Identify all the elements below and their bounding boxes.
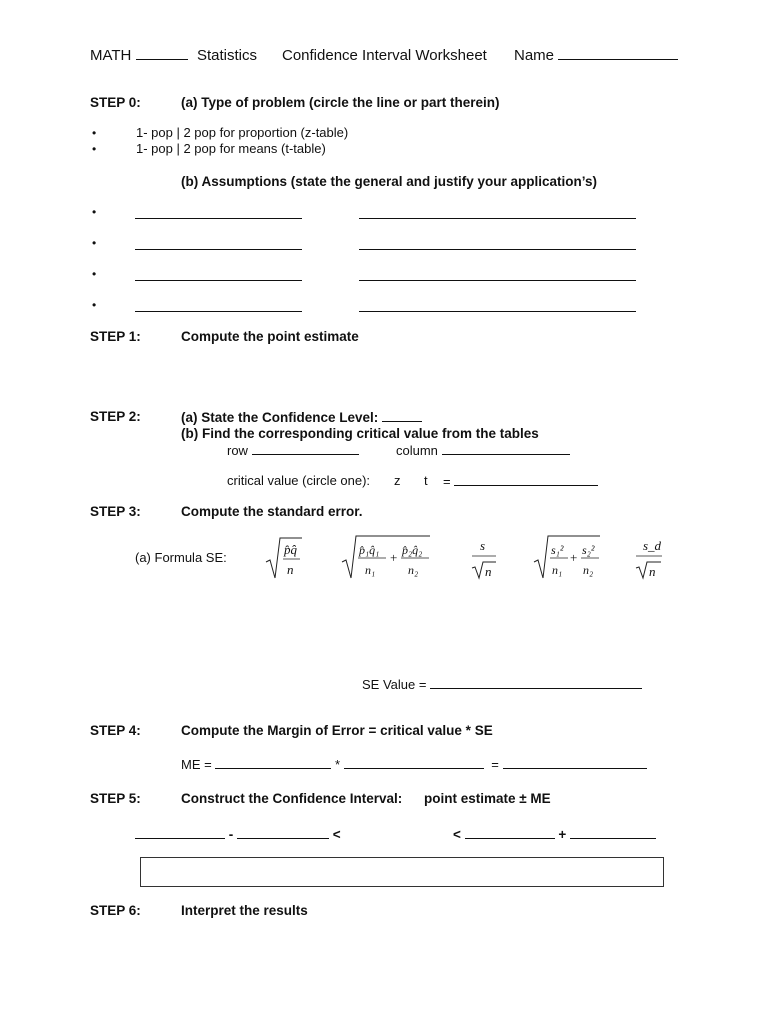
step4-label: STEP 4: <box>90 723 141 738</box>
step3-label: STEP 3: <box>90 504 141 519</box>
equals-sign: = <box>491 757 499 772</box>
critical-value-label: critical value (circle one): <box>227 473 371 488</box>
assumption-general-blank[interactable] <box>135 206 302 219</box>
formula-two-mean[interactable] <box>534 536 600 578</box>
confidence-level-blank[interactable] <box>382 409 422 422</box>
n2-denominator: n₂ <box>583 563 594 577</box>
n-radicand: n <box>649 564 656 579</box>
pq-numerator: p̂q̂ <box>284 542 297 557</box>
confidence-interval-answer-box[interactable] <box>140 857 664 887</box>
option-means[interactable]: 1- pop | 2 pop for means (t-table) <box>136 141 326 156</box>
step4-text: Compute the Margin of Error = critical value * SE <box>181 723 493 738</box>
n2-denominator: n₂ <box>408 563 419 577</box>
step5-label: STEP 5: <box>90 791 141 806</box>
t-option[interactable]: t <box>424 473 428 488</box>
name-label: Name <box>514 47 555 64</box>
subject-label: Statistics <box>197 47 258 64</box>
z-option[interactable]: z <box>394 473 401 488</box>
step6-text: Interpret the results <box>181 903 308 918</box>
less-than-sign: < <box>453 827 461 842</box>
bullet: • <box>92 298 97 312</box>
assumption-general-blank[interactable] <box>135 299 302 312</box>
step0-label: STEP 0: <box>90 95 141 110</box>
sd-numerator: s_d <box>643 538 662 553</box>
row-blank[interactable] <box>252 442 359 455</box>
plus-sign: + <box>390 550 398 565</box>
me-result-blank[interactable] <box>503 756 647 769</box>
step5-formula: point estimate ± ME <box>424 791 551 806</box>
step2-label: STEP 2: <box>90 409 141 424</box>
course-number-blank[interactable] <box>136 47 188 60</box>
times-sign: * <box>334 757 341 772</box>
n-radicand: n <box>485 564 492 579</box>
p2q2-numerator: p̂₂q̂₂ <box>402 543 423 557</box>
course-label: MATH <box>90 47 132 64</box>
me-label: ME = <box>181 757 212 772</box>
bullet: • <box>92 126 97 140</box>
formula-one-mean[interactable] <box>472 538 496 579</box>
formula-two-prop[interactable] <box>342 536 430 578</box>
n-denominator: n <box>287 562 294 577</box>
column-blank[interactable] <box>442 442 570 455</box>
upper-me-blank[interactable] <box>570 826 656 839</box>
formula-se-label: (a) Formula SE: <box>135 550 227 565</box>
plus-sign: + <box>570 550 578 565</box>
assumption-general-blank[interactable] <box>135 237 302 250</box>
formula-one-prop[interactable] <box>266 538 302 578</box>
interval-lower <box>135 826 341 842</box>
minus-sign: - <box>228 827 234 842</box>
me-critical-blank[interactable] <box>215 756 331 769</box>
bullet: • <box>92 267 97 281</box>
s1sq-numerator: s₁² <box>551 543 564 557</box>
formula-paired[interactable] <box>636 538 662 579</box>
column-field <box>396 442 570 458</box>
lower-estimate-blank[interactable] <box>135 826 225 839</box>
bullet: • <box>92 205 97 219</box>
step1-text: Compute the point estimate <box>181 329 359 344</box>
step2-part-a <box>181 409 422 425</box>
row-field <box>227 442 359 458</box>
me-equation <box>181 756 647 772</box>
step3-text: Compute the standard error. <box>181 504 363 519</box>
p1q1-numerator: p̂₁q̂₁ <box>359 543 380 557</box>
step0-part-a: (a) Type of problem (circle the line or part therein) <box>181 95 500 110</box>
step0-part-b: (b) Assumptions (state the general and justify your application’s) <box>181 174 598 189</box>
plus-sign: + <box>558 827 567 842</box>
lower-me-blank[interactable] <box>237 826 329 839</box>
equals-sign: = <box>443 474 451 489</box>
se-formulas <box>262 532 682 584</box>
upper-estimate-blank[interactable] <box>465 826 555 839</box>
assumption-justify-blank[interactable] <box>359 299 636 312</box>
less-than-sign: < <box>332 827 341 842</box>
assumption-general-blank[interactable] <box>135 268 302 281</box>
name-field <box>514 47 678 64</box>
critical-value-field <box>443 473 598 489</box>
bullet: • <box>92 142 97 156</box>
step2-part-b: (b) Find the corresponding critical value from the tables <box>181 426 539 441</box>
column-label: column <box>396 443 438 458</box>
se-value-field <box>362 676 642 692</box>
assumption-justify-blank[interactable] <box>359 206 636 219</box>
option-proportion[interactable]: 1- pop | 2 pop for proportion (z-table) <box>136 125 349 140</box>
header-line <box>90 47 188 64</box>
se-value-blank[interactable] <box>430 676 642 689</box>
step5-text: Construct the Confidence Interval: <box>181 791 403 806</box>
step1-label: STEP 1: <box>90 329 141 344</box>
interval-upper <box>453 826 656 842</box>
step6-label: STEP 6: <box>90 903 141 918</box>
s2sq-numerator: s₂² <box>582 543 595 557</box>
n1-denominator: n₁ <box>552 563 563 577</box>
confidence-level-label: (a) State the Confidence Level: <box>181 410 379 425</box>
me-se-blank[interactable] <box>344 756 484 769</box>
bullet: • <box>92 236 97 250</box>
row-label: row <box>227 443 248 458</box>
s-numerator: s <box>480 538 486 553</box>
assumption-justify-blank[interactable] <box>359 237 636 250</box>
assumption-justify-blank[interactable] <box>359 268 636 281</box>
critical-value-blank[interactable] <box>454 473 598 486</box>
se-value-label: SE Value = <box>362 677 427 692</box>
n1-denominator: n₁ <box>365 563 376 577</box>
name-blank[interactable] <box>558 47 678 60</box>
worksheet-title: Confidence Interval Worksheet <box>282 47 487 64</box>
